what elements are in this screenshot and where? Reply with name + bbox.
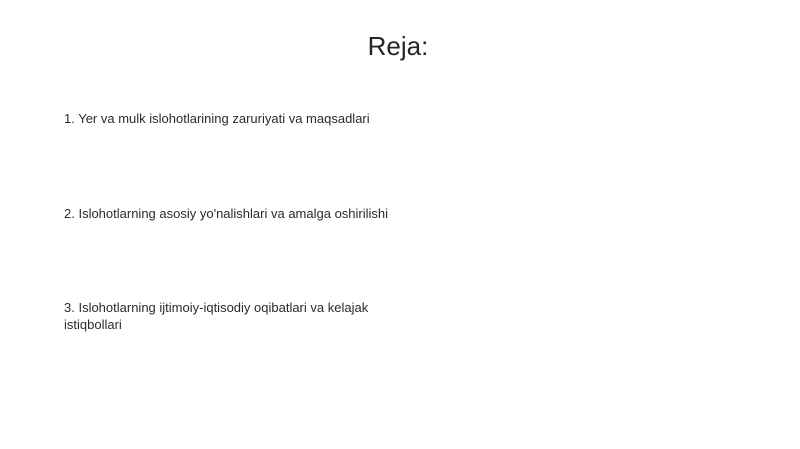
agenda-item-3: 3. Islohotlarning ijtimoiy-iqtisodiy oqibatlari va kelajak istiqbollari [64,300,369,332]
agenda-item-2: 2. Islohotlarning asosiy yo'nalishlari va amalga oshirilishi [64,206,389,221]
slide-title: Reja: [367,31,429,61]
agenda-item-1: 1. Yer va mulk islohotlarining zaruriyati va maqsadlari [64,111,370,126]
